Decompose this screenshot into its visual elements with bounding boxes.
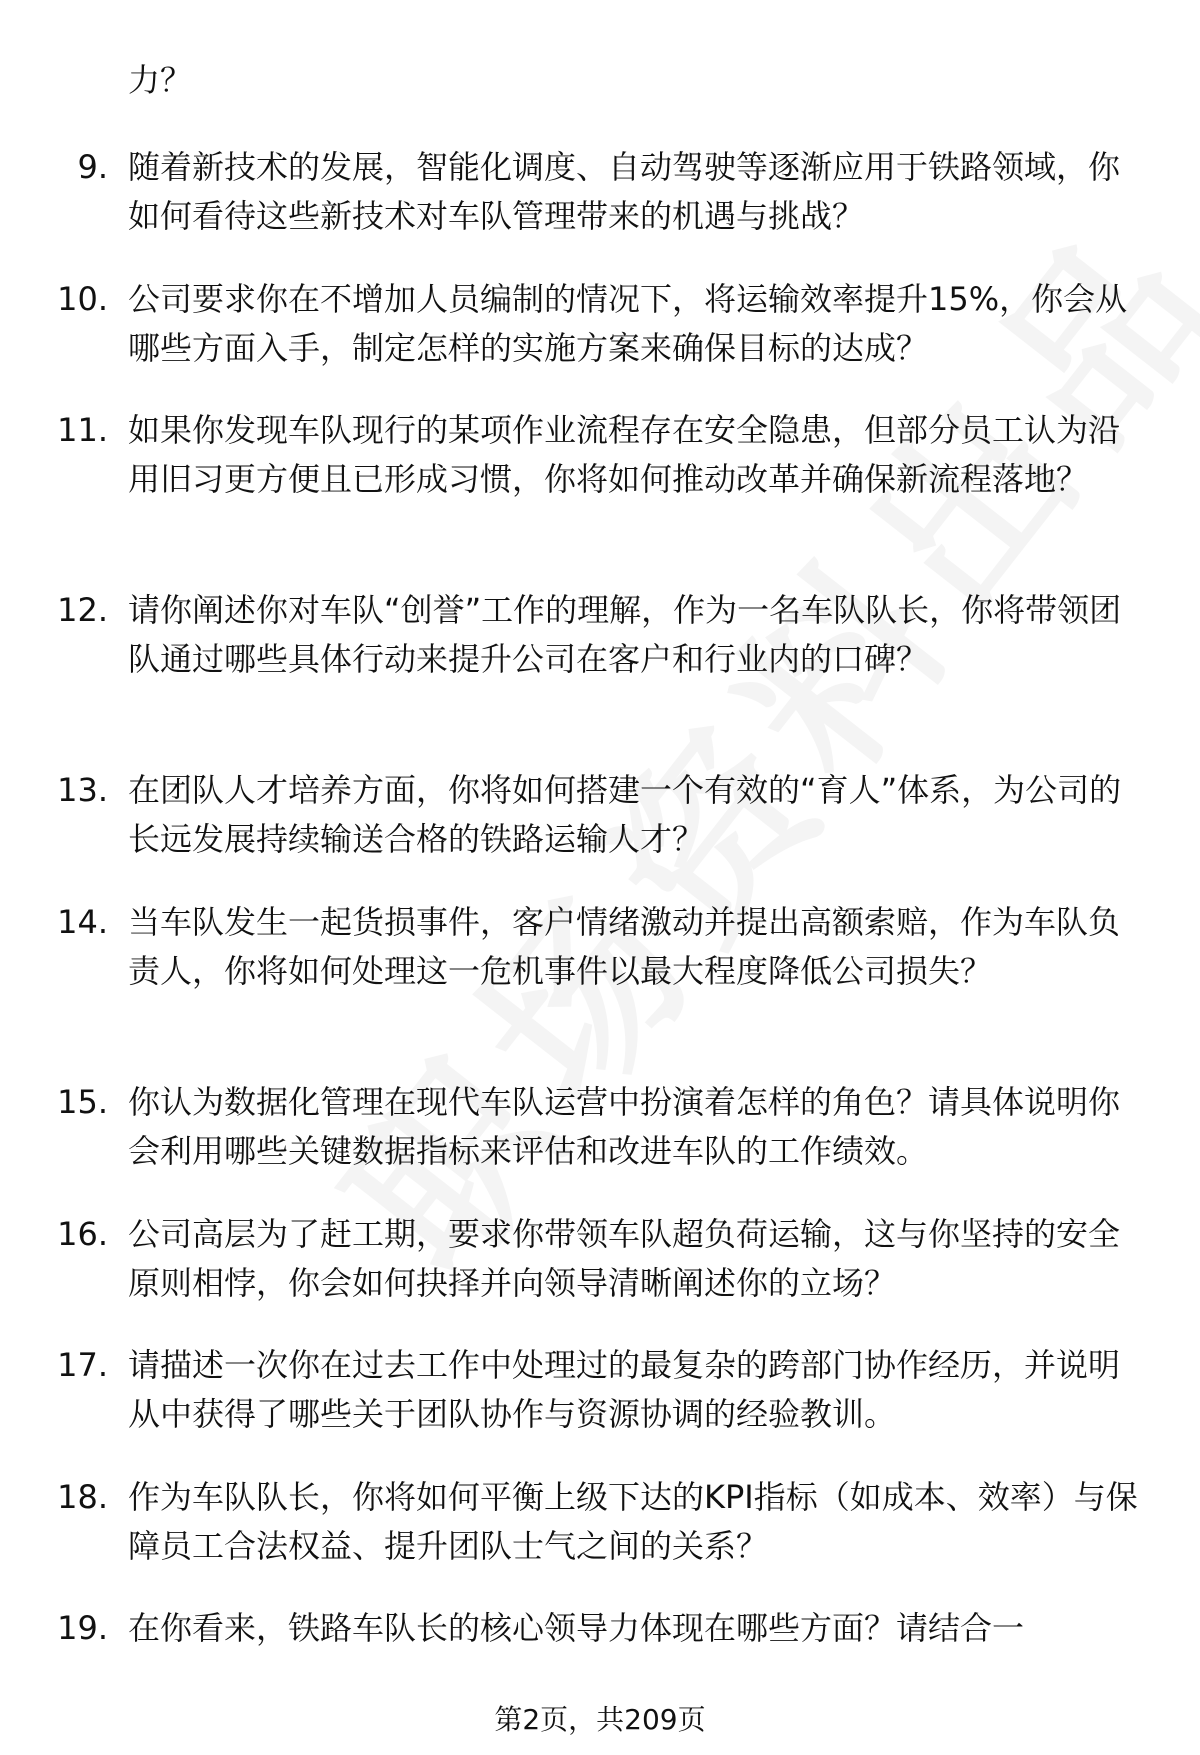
item-text: 随着新技术的发展，智能化调度、自动驾驶等逐渐应用于铁路领域，你如何看待这些新技术对车队管理带来的机遇与挑战？ [128,148,1121,235]
item-text: 力？ [128,61,193,99]
item-number: 18. [57,1478,108,1516]
item-number: 13. [57,771,108,809]
item-text: 请你阐述你对车队“创誉”工作的理解，作为一名车队队长，你将带领团队通过哪些具体行动来提升公司在客户和行业内的口碑？ [128,591,1122,678]
item-number: 17. [57,1346,108,1384]
item-number: 12. [57,591,108,629]
item-text: 请描述一次你在过去工作中处理过的最复杂的跨部门协作经历，并说明从中获得了哪些关于团队协作与资源协调的经验教训。 [128,1346,1121,1433]
item-text: 如果你发现车队现行的某项作业流程存在安全隐患，但部分员工认为沿用旧习更方便且已形成习惯，你将如何推动改革并确保新流程落地？ [128,411,1121,498]
item-text: 公司要求你在不增加人员编制的情况下，将运输效率提升15%，你会从哪些方面入手，制定怎样的实施方案来确保目标的达成？ [128,280,1128,367]
item-text: 在你看来，铁路车队长的核心领导力体现在哪些方面？请结合一 [128,1609,1025,1647]
item-number: 15. [57,1083,108,1121]
item-text: 作为车队队长，你将如何平衡上级下达的KPI指标（如成本、效率）与保障员工合法权益、提升团队士气之间的关系？ [128,1478,1138,1565]
item-number: 10. [57,280,108,318]
item-number: 19. [57,1609,108,1647]
item-text: 在团队人才培养方面，你将如何搭建一个有效的“育人”体系，为公司的长远发展持续输送合格的铁路运输人才？ [128,771,1122,858]
item-text: 你认为数据化管理在现代车队运营中扮演着怎样的角色？请具体说明你会利用哪些关键数据指标来评估和改进车队的工作绩效。 [128,1083,1121,1170]
item-number: 11. [57,411,108,449]
item-number: 9. [77,148,108,186]
item-number: 14. [57,903,108,941]
item-number: 16. [57,1215,108,1253]
item-text: 公司高层为了赶工期，要求你带领车队超负荷运输，这与你坚持的安全原则相悖，你会如何抉择并向领导清晰阐述你的立场？ [128,1215,1121,1302]
page-number: 第2页，共209页 [494,1703,706,1736]
item-text: 当车队发生一起货损事件，客户情绪激动并提出高额索赔，作为车队负责人，你将如何处理这一危机事件以最大程度降低公司损失？ [128,903,1121,990]
